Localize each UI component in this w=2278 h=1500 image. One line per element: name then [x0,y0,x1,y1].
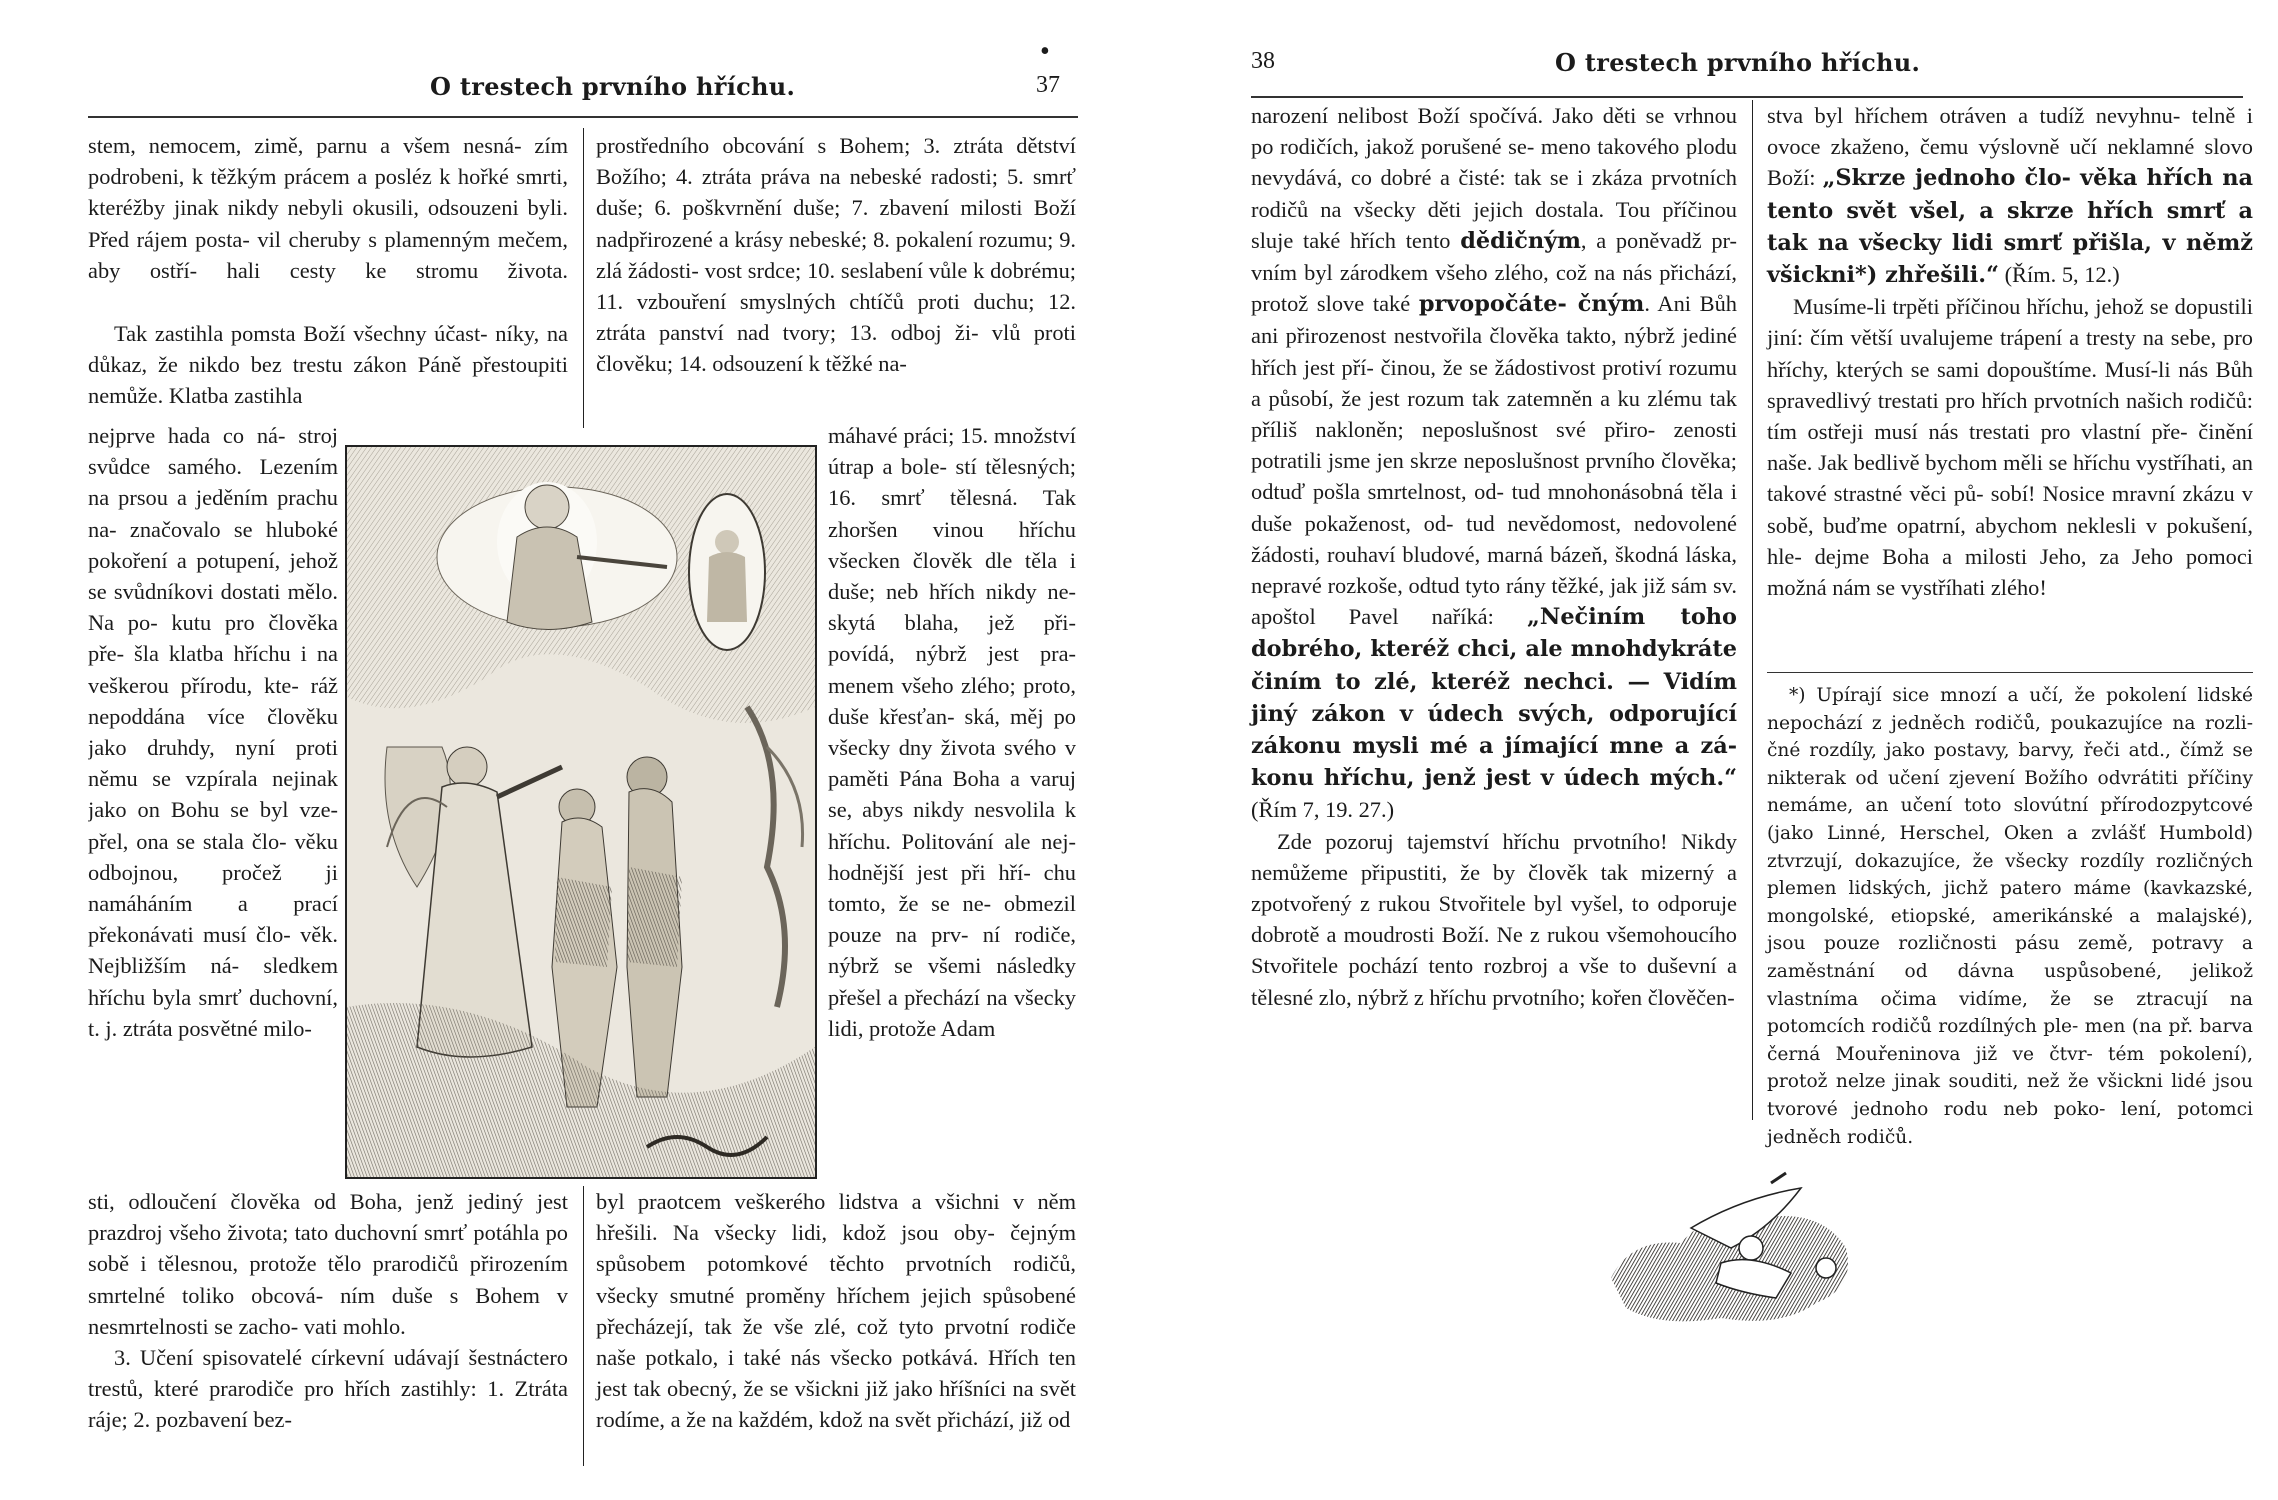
bible-quote: „Skrze jednoho člo- věka hřích na tento svět všel, a skrze hřích smrť a tak na všecky lidi smrť přišla, v němž všickni*) zhřešili.“ [1767,165,2253,289]
paragraph: prostředního obcování s Bohem; 3. ztráta dětství Božího; 4. ztráta práva na nebeské radosti; 5. smrť duše; 6. poškvrnění duše; 7. zbavení milosti Boží nadpřirozené a krásy nebeské; 8. pokalení rozumu; 9. zlá žádosti- vost srdce; 10. seslabení vůle k dobrému; 11. vzbouření smyslných chtíčů proti duchu; 12. ztráta panství nad tvory; 13. odboj ži- vlů proti člověku; 14. odsouzení k těžké na- [596,133,1076,377]
right-header [1139,44,2278,104]
emphasis: prvopočáte- čným [1418,291,1645,318]
header-rule [1251,96,2243,98]
citation: (Řím 7, 19. 27.) [1251,797,1395,823]
left-column-2-bottom [596,1186,1076,1436]
footnote [1767,682,2253,1151]
page-number: 38 [1251,48,1275,74]
emphasis: dědičným [1460,227,1581,254]
paragraph-wrap: máhavé práci; 15. množství útrap a bole- stí tělesných; 16. smrť tělesná. Tak zhoršen vinou hříchu všecken člověk dle těla i duše; neb hřích nikdy ne- skytá blaha, jež při- povídá, nýbrž jest pra- menem všeho zlého; proto, duše křesťan- ská, měj po všecky dny života svého v paměti Pána Boha a varuj se, abys nikdy nesvolila k hříchu. Politování ale nej- hodnější jest při hří- chu tomto, že se ne- obmezil pouze na prv- ní rodiče, nýbrž se všemi následky přešel a přechází na všecky lidi, protože Adam [828,423,1076,1041]
footnote-rule [1767,672,2253,673]
paragraph [1767,100,2253,291]
paragraph: Zde pozoruj tajemství hříchu prvotního! Nikdy nemůžeme připustiti, že by člověk tak mizerný a zpotvořený z rukou Stvořitele byl vyšel, to odporuje dobrotě a moudrosti Boží. Ne z rukou všemohoucího Stvořitele pochází tento rozbroj a vše to duševní a tělesné zlo, nýbrž z hříchu prvotního; kořen člověčen- [1251,828,1737,1010]
column-divider [583,1186,584,1466]
expulsion-from-paradise-illustration [345,445,817,1179]
text-run: narození nelibost Boží spočívá. Jako děti se vrhnou po rodičích, jakož porušené se- meno takového plodu nevydává, co dobré a čisté: tak se i zkáza prvotních rodičů na všecky děti jejich dostala. Tou příčinou sluje také hřích tento [1251,103,1737,253]
paragraph: byl praotcem veškerého lidstva a všichni v něm hřešili. Na všecky lidi, kdož jsou oby- čejným spůsobem potomkové těchto prvotních rodičů, všecky smutné proměny hříchem jejich spůsobené přecházejí, tak že vše zlé, což tyto prvotní rodiče naše potkalo, i také nás všecko potkává. Hřích ten jest tak obecný, že se všickni již jako hříšníci na svět rodíme, a že na každém, kdož na svět přichází, již od [596,1189,1076,1433]
right-page [1139,0,2278,1500]
text-run: stva byl hříchem otráven a tudíž nevyhnu- telně i ovoce zkaženo, čemu výslovně učí neklamné slovo Boží: [1767,103,2253,191]
column-divider [1752,100,1753,1120]
running-head: O trestech prvního hříchu. [430,72,796,101]
paragraph: Musíme-li trpěti příčinou hříchu, jehož se dopustili jiní: čím větší uvalujeme trápení a tresty na sebe, pro hříchy, kterých se sami dopouštíme. Musí-li nás Bůh spravedlivý trestati pro hřích prvotních našich rodičů: tím ostřeji musí nás trestati pro vlastní pře- činění naše. Jak bedlivě bychom měli se hříchu vystříhati, an takové strastné věci pů- sobí! Nosice mravní zkázu v sobě, buďme opatrní, abychom neklesli v pokušení, hle- dejme Boha a milosti Jeho, za Jeho pomoci možná nám se vystříhati zlého! [1767,294,2253,601]
left-column-1-bottom [88,1186,568,1436]
ornament-image [1601,1168,1861,1338]
left-column-1-narrow [88,420,338,1140]
paragraph-wrap: nejprve hada co ná- stroj svůdce samého. Lezením na prsou a jeděním prachu na- značovalo se hluboké pokoření a potupení, jehož se svůdníkovi dostati mělo. Na po- kutu pro člověka pře- šla klatba hříchu i na veškerou přírodu, kte- ráž nepoddána více člověku jako druhdy, nyní proti němu se vzpírala nejinak jako on Bohu se byl vze- přel, ona se stala člo- věku odbojnou, pročež ji namáháním a prací překonávati musí člo- věk. Nejbližším ná- sledkem hříchu byla smrť duchovní, t. j. ztráta posvětné milo- [88,423,338,1041]
paragraph: 3. Učení spisovatelé církevní udávají šestnáctero trestů, které prarodiče pro hřích zastihly: 1. Ztráta ráje; 2. pozbavení bez- [88,1345,568,1433]
header-rule [88,116,1078,118]
left-header [0,36,1139,104]
column-divider [583,128,584,428]
bible-quote: „Nečiním toho dobrého, kteréž chci, ale mnohdykráte činím to zlé, kteréž nechci. — Vidím jiný zákon v údech svých, odporující zákonu mysli mé a jímající mne a zá- konu hříchu, jenž jest v údech mých.“ [1251,604,1737,792]
right-column-2 [1767,100,2253,603]
page-number: 37 [1036,72,1060,98]
text-run: . Ani Bůh ani přirozenost nestvořila člověka takto, nýbrž jediné hřích jest pří- činou, že se žádostivost protiví rozumu a působí, že jest rozum tak zatemněn a ku zlému tak příliš nakloněn; neposlušnost své přiro- zenosti potratili jsme jen skrze neposlušnost prvního člověka; odtuď pošla smrtelnost, od- tud mnohonásobná těla i duše pokaženost, od- tud nevědomost, nedovolené žádosti, rouhaví bludové, marná bázeň, škodná láska, nepravé rozkoše, odtud tyto rány těžké, jak již sám sv. apoštol Pavel naříká: [1251,291,1737,630]
engraving-image [347,447,815,1177]
left-column-2-narrow [828,420,1076,1190]
left-column-1 [88,130,568,286]
paragraph: sti, odloučení člověka od Boha, jenž jediný jest prazdroj všeho života; tato duchovní smrť potáhla po sobě i tělesnou, protože tělo prarodičů přirozením smrtelné toliko obcová- ním duše s Bohem v nesmrtelnosti se zacho- vati mohlo. [88,1189,568,1339]
paragraph: Tak zastihla pomsta Boží všechny účast- níky, na důkaz, že nikdo bez trestu zákon Páně přestoupiti nemůže. Klatba zastihla [88,321,568,409]
angel-vignette [1601,1168,1861,1338]
citation: (Řím. 5, 12.) [1999,262,2120,288]
running-head: O trestech prvního hříchu. [1555,48,1921,77]
left-column-1-middle [88,318,568,426]
left-column-2 [596,130,1076,440]
paragraph: stem, nemocem, zimě, parnu a všem nesná- zím podrobeni, k těžkým prácem a posléz k hořké smrti, kteréžby jinak nikdy nebyli okusili, odsouzeni byli. Před rájem posta- vil cheruby s plamenným mečem, aby ostří- hali cesty ke stromu života. [88,133,568,283]
text-run: , a poněvadž pr- vním byl zárodkem všeho zlého, což na nás přichází, protož slove také [1251,227,1738,317]
top-mark: • [1040,36,1050,67]
right-column-1 [1251,100,1737,1013]
footnote-text: *) Upírají sice mnozí a učí, že pokolení lidské nepochází z jedněch rodičů, poukazujíce na rozli- čné rozdíly, jako postavy, barvy, řeči atd., čímž se nikterak od učení zjevení Božího odvrátiti příčiny nemáme, an učení toto slovútní přírodozpytcové (jako Linné, Herschel, Oken a zvlášť Humbold) ztvrzují, dokazujíce, že všecky rozdíly rozličných plemen lidských, jichž patero máme (kavkazské, mongolské, etiopské, amerikánské a malajské), jsou pouze rozličnosti pásu země, potravy a zaměstnání od dávna uspůsobené, jelikož vlastníma očima vidíme, že se ztracují na potomcích rodičů rozdílných ple- men (na př. barva černá Mouřeninova již ve čtvr- tém pokolení), protož nelze jinak souditi, než že všickni lidé jsou tvorové jednoho rodu neb poko- lení, potomci jedněch rodičů. [1767,685,2253,1148]
paragraph [1251,100,1737,826]
